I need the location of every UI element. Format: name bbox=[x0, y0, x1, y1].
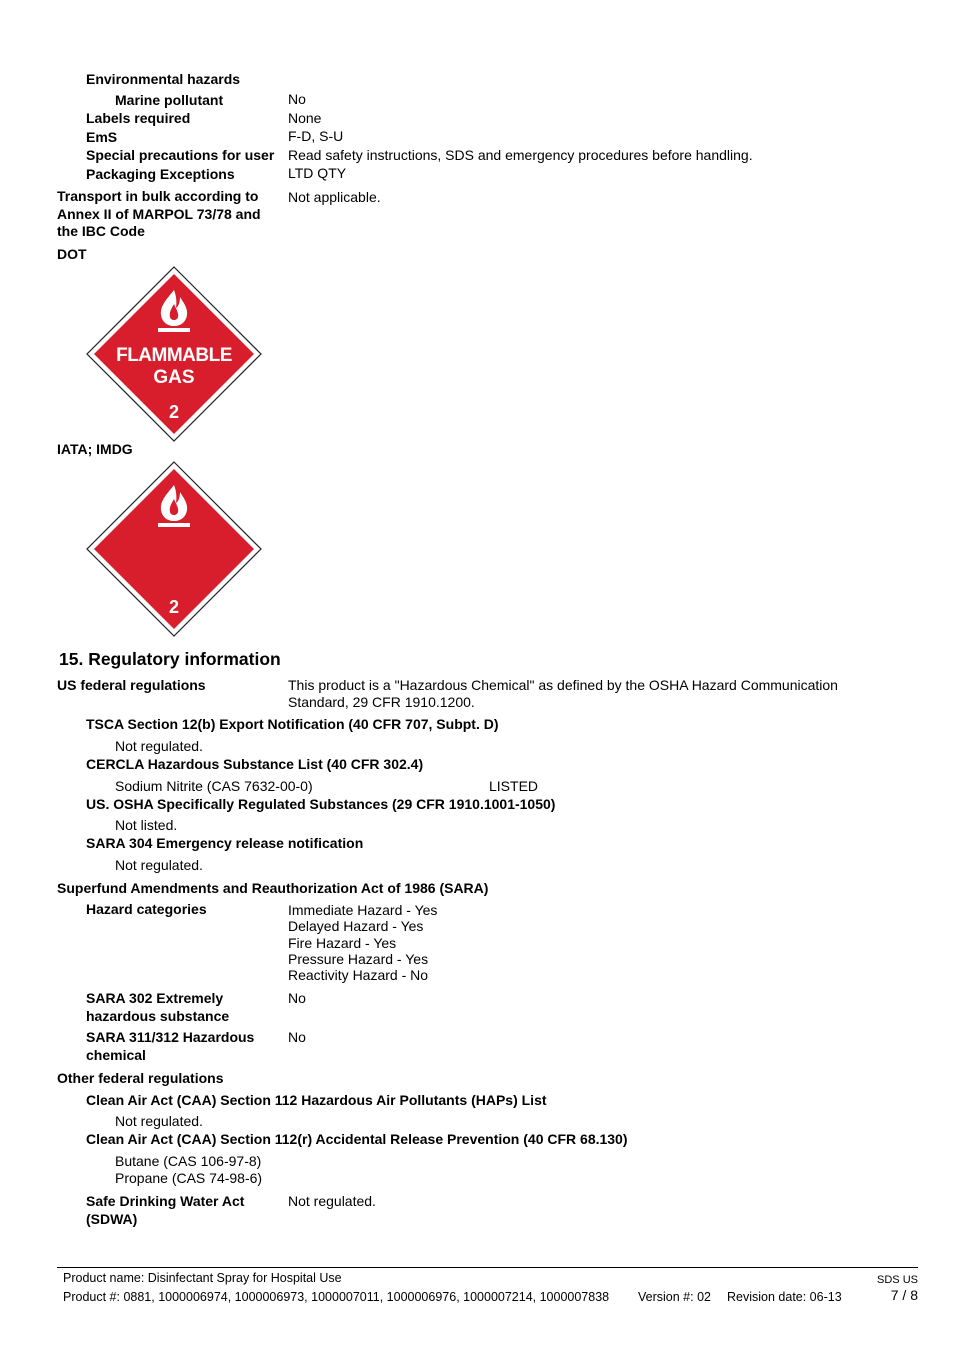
footer-doc-type: SDS US bbox=[877, 1274, 918, 1286]
footer-product-name: Product name: Disinfectant Spray for Hospital Use bbox=[63, 1271, 342, 1285]
sara311-value: No bbox=[288, 1029, 306, 1045]
hazard-categories-label: Hazard categories bbox=[86, 901, 207, 917]
cercla-substance: Sodium Nitrite (CAS 7632-00-0) bbox=[115, 778, 313, 794]
dot-label: DOT bbox=[57, 246, 87, 262]
sara304-value: Not regulated. bbox=[115, 857, 203, 873]
placard-class-number: 2 bbox=[168, 402, 180, 422]
caa112r-value: Butane (CAS 106-97-8) Propane (CAS 74-98-6) bbox=[115, 1153, 263, 1186]
placard-class-number: 2 bbox=[168, 597, 180, 617]
bulk-transport-value: Not applicable. bbox=[288, 189, 381, 205]
sara-heading: Superfund Amendments and Reauthorization Act of 1986 (SARA) bbox=[57, 880, 489, 896]
caa112r-label: Clean Air Act (CAA) Section 112(r) Accidental Release Prevention (40 CFR 68.130) bbox=[86, 1131, 628, 1147]
marine-pollutant-label: Marine pollutant bbox=[115, 92, 224, 108]
osha-label: US. OSHA Specifically Regulated Substances (29 CFR 1910.1001-1050) bbox=[86, 796, 556, 812]
caa112-label: Clean Air Act (CAA) Section 112 Hazardous Air Pollutants (HAPs) List bbox=[86, 1092, 547, 1108]
tsca-label: TSCA Section 12(b) Export Notification (40 CFR 707, Subpt. D) bbox=[86, 716, 499, 732]
cercla-label: CERCLA Hazardous Substance List (40 CFR 302.4) bbox=[86, 756, 424, 772]
footer-divider bbox=[57, 1267, 918, 1268]
packaging-exceptions-value: LTD QTY bbox=[288, 165, 347, 181]
cercla-status: LISTED bbox=[489, 778, 539, 794]
footer-page-number: 7 / 8 bbox=[890, 1287, 918, 1303]
sara302-value: No bbox=[288, 990, 306, 1006]
packaging-exceptions-label: Packaging Exceptions bbox=[86, 166, 235, 182]
sara302-label: SARA 302 Extremely hazardous substance bbox=[86, 990, 230, 1024]
tsca-value: Not regulated. bbox=[115, 738, 203, 754]
sdwa-value: Not regulated. bbox=[288, 1193, 376, 1209]
ems-label: EmS bbox=[86, 129, 118, 145]
hazard-categories-list: Immediate Hazard - Yes Delayed Hazard - Yes Fire Hazard - Yes Pressure Hazard - Yes Reactivity Hazard - No bbox=[288, 902, 438, 984]
sara304-label: SARA 304 Emergency release notification bbox=[86, 835, 364, 851]
labels-required-label: Labels required bbox=[86, 110, 191, 126]
caa112-value: Not regulated. bbox=[115, 1113, 203, 1129]
other-federal-label: Other federal regulations bbox=[57, 1070, 224, 1086]
special-precautions-label: Special precautions for user bbox=[86, 147, 275, 163]
flammable-gas-placard-iata bbox=[86, 461, 262, 637]
osha-value: Not listed. bbox=[115, 817, 178, 833]
bulk-transport-label: Transport in bulk according to Annex II of MARPOL 73/78 and the IBC Code bbox=[57, 188, 261, 239]
footer-product-numbers: Product #: 0881, 1000006974, 1000006973, 1000007011, 1000006976, 1000007214, 1000007838 bbox=[63, 1290, 610, 1304]
flammable-gas-placard-dot bbox=[86, 266, 262, 442]
footer-version: Version #: 02 bbox=[638, 1290, 711, 1304]
special-precautions-value: Read safety instructions, SDS and emergency procedures before handling. bbox=[288, 147, 753, 163]
placard-text-line1: FLAMMABLE bbox=[116, 345, 232, 366]
placard-text-line2: GAS bbox=[153, 367, 195, 388]
iata-imdg-label: IATA; IMDG bbox=[57, 441, 133, 457]
environmental-hazards-label: Environmental hazards bbox=[86, 71, 241, 87]
sara311-label: SARA 311/312 Hazardous chemical bbox=[86, 1029, 255, 1063]
us-federal-label: US federal regulations bbox=[57, 677, 206, 693]
footer-revision-date: Revision date: 06-13 bbox=[727, 1290, 842, 1304]
us-federal-value: This product is a "Hazardous Chemical" as defined by the OSHA Hazard Communication Standard, 29 CFR 1910.1200. bbox=[288, 677, 838, 710]
marine-pollutant-value: No bbox=[288, 91, 306, 107]
labels-required-value: None bbox=[288, 110, 322, 126]
section-heading: 15. Regulatory information bbox=[59, 649, 281, 669]
sdwa-label: Safe Drinking Water Act (SDWA) bbox=[86, 1193, 245, 1227]
ems-value: F-D, S-U bbox=[288, 128, 344, 144]
